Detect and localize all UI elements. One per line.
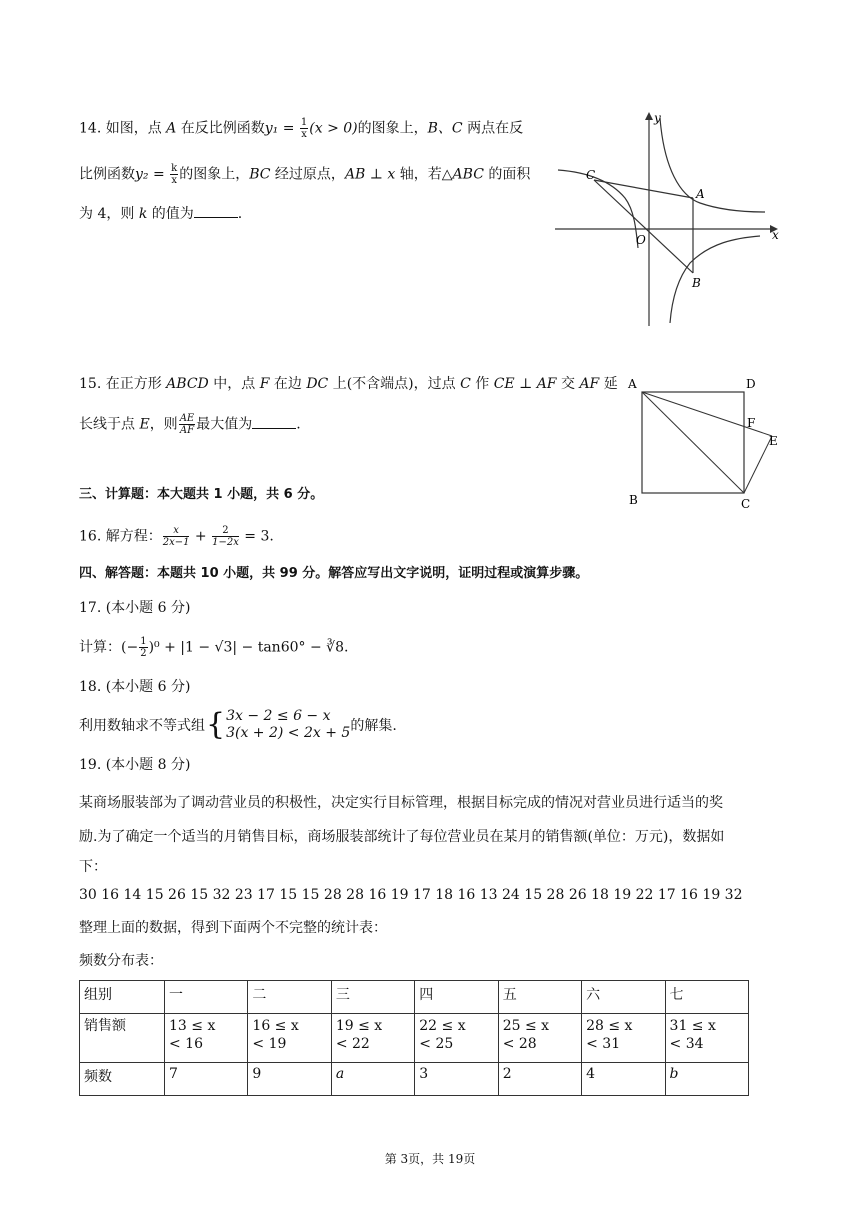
table-cell: 二: [248, 981, 331, 1014]
table-cell: 六: [582, 981, 665, 1014]
q18-system: 利用数轴求不等式组 { 3x − 2 ≤ 6 − x 3(x + 2) < 2x + 5 的解集.: [79, 707, 397, 742]
q17-expression: 计算：(− $\frac{1}{2}$ )⁰ + |1 − √3| − tan60° − ∛8.: [79, 636, 349, 659]
table-cell: 七: [665, 981, 748, 1014]
q19-para-1: 某商场服装部为了调动营业员的积极性，决定实行目标管理，根据目标完成的情况对营业员进行适当的奖: [79, 795, 723, 811]
label-A: A: [628, 377, 637, 391]
diagonal-AC: [642, 392, 744, 493]
segment-CE: [744, 436, 772, 493]
q19-intro: 整理上面的数据，得到下面两个不完整的统计表：: [79, 920, 387, 936]
fraction: $\frac{x}{2x-1}$: [162, 525, 190, 548]
table-cell: 三: [331, 981, 414, 1014]
q15-line-1: 15. 在正方形 ABCD 中，点 F 在边 DC 上(不含端点)，过点 C 作 CE ⊥ AF 交 AF 延: [79, 376, 618, 392]
table-cell: 四: [415, 981, 498, 1014]
label-y: y: [654, 111, 661, 125]
figure-14-hyperbola: [550, 108, 790, 333]
brace: {: [206, 707, 226, 742]
label-C: C: [741, 497, 751, 511]
table-cell: a: [331, 1063, 414, 1096]
hyperbola-y1-branch: [660, 118, 765, 212]
segment-CA: [594, 180, 693, 198]
label-B: B: [629, 493, 638, 507]
table-cell: 2: [498, 1063, 581, 1096]
table-cell: 31 ≤ x < 34: [665, 1014, 748, 1063]
q15-line-2: 长线于点 E，则 $\frac{AE}{AF}$ 最大值为 .: [79, 413, 301, 436]
label-E: E: [769, 434, 778, 448]
q14-line-2: 比例函数y₂ = $\frac{k}{x}$ 的图象上，BC 经过原点，AB ⊥ x 轴，若△ABC 的面积: [79, 163, 531, 186]
table-cell: 3: [415, 1063, 498, 1096]
fraction: $\frac{1}{2}$: [140, 636, 147, 659]
answer-blank: [194, 205, 238, 218]
q16: 16. 解方程： $\frac{x}{2x-1}$ + $\frac{2}{1-2x}$ = 3.: [79, 525, 274, 548]
label-x: x: [772, 228, 779, 242]
q19-table-title: 频数分布表：: [79, 953, 163, 969]
table-cell: 7: [165, 1063, 248, 1096]
fraction: $\frac{AE}{AF}$: [179, 413, 195, 436]
section-4-heading: 四、解答题：本题共 10 小题，共 99 分。解答应写出文字说明，证明过程或演算步骤。: [79, 566, 589, 581]
label-B: B: [692, 276, 701, 290]
fraction: $\frac{2}{1-2x}$: [212, 525, 239, 548]
q14-line-1: 14. 如图，点 A 在反比例函数y₁ = $\frac{1}{x}$ (x > 0)的图象上，B、C 两点在反: [79, 117, 524, 140]
page-footer: 第 3页，共 19页: [384, 1152, 476, 1166]
table-row: [80, 1014, 749, 1063]
table-cell: 销售额: [80, 1014, 165, 1063]
table-cell: 28 ≤ x < 31: [582, 1014, 665, 1063]
q14-line-3: 为 4，则 k 的值为 .: [79, 206, 243, 222]
label-O: O: [636, 233, 646, 247]
table-cell: 频数: [80, 1063, 165, 1096]
q18-title: 18. (本小题 6 分): [79, 679, 191, 695]
q19-para-2: 励.为了确定一个适当的月销售目标，商场服装部统计了每位营业员在某月的销售额(单位：万元)，数据如: [79, 829, 725, 845]
section-3-heading: 三、计算题：本大题共 1 小题，共 6 分。: [79, 487, 324, 502]
fraction: $\frac{1}{x}$: [300, 117, 308, 140]
table-cell: 19 ≤ x < 22: [331, 1014, 414, 1063]
table-cell: 组别: [80, 981, 165, 1014]
inequality-system: 3x − 2 ≤ 6 − x 3(x + 2) < 2x + 5: [226, 708, 351, 741]
segment-CB: [594, 180, 693, 273]
q19-para-3: 下：: [79, 859, 107, 875]
table-cell: 一: [165, 981, 248, 1014]
label-A: A: [696, 187, 705, 201]
frequency-table: [79, 980, 749, 1096]
figure-15-square: [622, 372, 817, 512]
label-D: D: [746, 377, 756, 391]
label-C: C: [586, 168, 596, 182]
table-cell: 22 ≤ x < 25: [415, 1014, 498, 1063]
answer-blank: [252, 416, 296, 429]
hyperbola-y2-right-branch: [670, 236, 760, 323]
table-cell: 五: [498, 981, 581, 1014]
table-cell: 9: [248, 1063, 331, 1096]
table-row: [80, 1063, 749, 1096]
q19-title: 19. (本小题 8 分): [79, 757, 191, 773]
q19-data: 30 16 14 15 26 15 32 23 17 15 15 28 28 16 19 17 18 16 13 24 15 28 26 18 19 22 17 16 19 32: [79, 887, 743, 903]
y-axis-arrow: [645, 112, 653, 120]
table-cell: 4: [582, 1063, 665, 1096]
hyperbola-y2-left-branch: [558, 170, 638, 248]
table-cell: b: [665, 1063, 748, 1096]
table-cell: 13 ≤ x < 16: [165, 1014, 248, 1063]
table-cell: 16 ≤ x < 19: [248, 1014, 331, 1063]
q17-title: 17. (本小题 6 分): [79, 600, 191, 616]
table-cell: 25 ≤ x < 28: [498, 1014, 581, 1063]
label-F: F: [747, 416, 756, 430]
table-row: [80, 981, 749, 1014]
fraction: $\frac{k}{x}$: [171, 163, 178, 186]
